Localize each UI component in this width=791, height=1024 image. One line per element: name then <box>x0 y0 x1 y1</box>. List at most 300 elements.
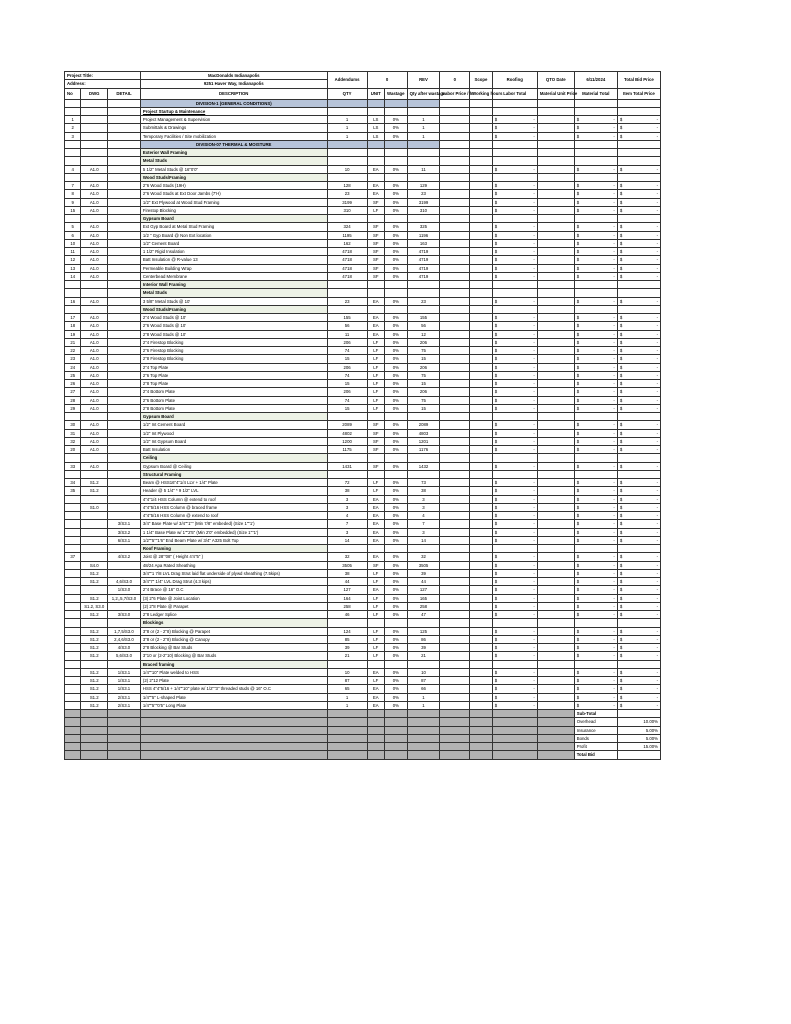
item-total-amount: - <box>656 570 658 576</box>
labor-total-amount: - <box>533 323 535 329</box>
item-qty-after-wastage: 310 <box>407 206 440 214</box>
empty-cell <box>327 660 367 668</box>
item-qty: 85 <box>327 635 367 643</box>
item-qty-after-wastage: 23 <box>407 190 440 198</box>
summary-label: Profit <box>574 743 617 751</box>
material-total-amount: - <box>613 422 615 428</box>
item-material-total <box>574 685 617 693</box>
item-labor-total <box>492 528 537 536</box>
item-qty: 65 <box>327 685 367 693</box>
labor-total-currency: $ <box>494 612 498 618</box>
material-total-currency: $ <box>576 554 580 560</box>
gray-filler-cell <box>81 710 108 718</box>
item-total-price <box>617 272 660 280</box>
labor-total-amount: - <box>533 339 535 345</box>
item-detail <box>108 404 141 412</box>
material-total-currency: $ <box>576 521 580 527</box>
item-total-amount: - <box>656 191 658 197</box>
item-wastage: 0% <box>385 404 408 412</box>
item-labor-total <box>492 206 537 214</box>
item-labor-total <box>492 388 537 396</box>
item-qty: 310 <box>327 206 367 214</box>
empty-cell <box>440 281 470 289</box>
item-material-total <box>574 182 617 190</box>
item-labor-total <box>492 479 537 487</box>
item-total-amount: - <box>656 422 658 428</box>
material-total-amount: - <box>613 496 615 502</box>
labor-total-currency: $ <box>494 273 498 279</box>
item-total-amount: - <box>656 133 658 139</box>
item-material-total <box>574 553 617 561</box>
item-total-currency: $ <box>619 579 623 585</box>
item-qty-after-wastage: 2089 <box>407 421 440 429</box>
material-total-amount: - <box>613 117 615 123</box>
item-detail: 4,6/S3.0 <box>108 578 141 586</box>
item-working-hours <box>470 578 493 586</box>
item-material-unit-price <box>537 528 574 536</box>
item-wastage: 0% <box>385 256 408 264</box>
item-labor-price <box>440 487 470 495</box>
item-qty-after-wastage: 39 <box>407 569 440 577</box>
item-description: Header @ 5 1/4" * 9 1/2" LVL <box>140 487 327 495</box>
empty-cell <box>385 107 408 115</box>
summary-row <box>65 743 661 751</box>
item-total-price <box>617 363 660 371</box>
item-working-hours <box>470 685 493 693</box>
item-unit: SF <box>367 437 384 445</box>
material-total-currency: $ <box>576 587 580 593</box>
item-working-hours <box>470 124 493 132</box>
item-number: 18 <box>65 322 81 330</box>
material-total-amount: - <box>613 191 615 197</box>
line-item-row <box>65 330 661 338</box>
empty-cell <box>407 660 440 668</box>
section-title: Interior Wall Framing <box>140 281 327 289</box>
item-labor-total <box>492 330 537 338</box>
labor-total-currency: $ <box>494 702 498 708</box>
addendum-number: 0 <box>367 72 407 89</box>
item-labor-price <box>440 586 470 594</box>
item-working-hours <box>470 190 493 198</box>
item-total-amount: - <box>656 183 658 189</box>
item-unit: EA <box>367 495 384 503</box>
labor-total-currency: $ <box>494 694 498 700</box>
item-material-total <box>574 528 617 536</box>
item-material-unit-price <box>537 297 574 305</box>
empty-cell <box>407 149 440 157</box>
item-unit: LF <box>367 404 384 412</box>
empty-cell <box>65 545 81 553</box>
empty-cell <box>492 454 537 462</box>
item-qty-after-wastage: 4719 <box>407 272 440 280</box>
gray-filler-cell <box>327 734 367 742</box>
item-material-unit-price <box>537 421 574 429</box>
item-total-amount: - <box>656 678 658 684</box>
empty-cell <box>492 281 537 289</box>
gray-filler-cell <box>440 726 470 734</box>
item-dwg: A1.0 <box>81 248 108 256</box>
empty-cell <box>440 470 470 478</box>
item-wastage: 0% <box>385 347 408 355</box>
item-material-unit-price <box>537 627 574 635</box>
item-labor-price <box>440 685 470 693</box>
item-working-hours <box>470 314 493 322</box>
labor-total-amount: - <box>533 381 535 387</box>
line-item-row <box>65 132 661 140</box>
empty-cell <box>367 470 384 478</box>
item-unit: LF <box>367 627 384 635</box>
item-unit: SF <box>367 561 384 569</box>
item-working-hours <box>470 396 493 404</box>
labor-total-amount: - <box>533 240 535 246</box>
item-material-unit-price <box>537 644 574 652</box>
empty-cell <box>574 545 617 553</box>
item-description: 1/4""5""0'5" Long Plate <box>140 701 327 709</box>
labor-total-amount: - <box>533 257 535 263</box>
gray-filler-cell <box>65 710 81 718</box>
item-unit: SF <box>367 256 384 264</box>
item-dwg: A1.0 <box>81 462 108 470</box>
item-total-amount: - <box>656 496 658 502</box>
gray-filler-cell <box>440 710 470 718</box>
division-fill <box>385 140 408 148</box>
item-labor-total <box>492 314 537 322</box>
labor-total-amount: - <box>533 364 535 370</box>
item-total-currency: $ <box>619 199 623 205</box>
labor-total-currency: $ <box>494 513 498 519</box>
item-labor-price <box>440 297 470 305</box>
item-material-unit-price <box>537 314 574 322</box>
item-total-amount: - <box>656 537 658 543</box>
line-item-row <box>65 487 661 495</box>
item-detail: 1/S3.1 <box>108 668 141 676</box>
section-title: Metal Studs <box>140 157 327 165</box>
item-description: 4"4"5/16 HSS Column @ extend to roof <box>140 512 327 520</box>
item-material-unit-price <box>537 256 574 264</box>
empty-cell <box>367 107 384 115</box>
item-qty-after-wastage: 206 <box>407 388 440 396</box>
item-description: Temporary Facilities / Site mobilization <box>140 132 327 140</box>
item-number <box>65 701 81 709</box>
item-number <box>65 503 81 511</box>
item-labor-total <box>492 635 537 643</box>
item-working-hours <box>470 297 493 305</box>
empty-cell <box>407 289 440 297</box>
item-qty-after-wastage: 4803 <box>407 429 440 437</box>
empty-cell <box>108 289 141 297</box>
item-detail <box>108 231 141 239</box>
labor-total-amount: - <box>533 166 535 172</box>
item-qty-after-wastage: 1432 <box>407 462 440 470</box>
material-total-currency: $ <box>576 199 580 205</box>
material-total-currency: $ <box>576 364 580 370</box>
item-number: 5 <box>65 223 81 231</box>
item-total-price <box>617 586 660 594</box>
material-total-amount: - <box>613 240 615 246</box>
item-unit: LF <box>367 578 384 586</box>
item-material-total <box>574 239 617 247</box>
gray-filler-cell <box>407 710 440 718</box>
empty-cell <box>108 619 141 627</box>
item-material-unit-price <box>537 553 574 561</box>
empty-cell <box>81 173 108 181</box>
labor-total-currency: $ <box>494 595 498 601</box>
item-wastage: 0% <box>385 239 408 247</box>
labor-total-amount: - <box>533 298 535 304</box>
item-total-currency: $ <box>619 570 623 576</box>
item-detail: 3/S3.0 <box>108 611 141 619</box>
labor-total-currency: $ <box>494 133 498 139</box>
empty-cell <box>492 99 537 107</box>
empty-cell <box>385 281 408 289</box>
empty-cell <box>440 454 470 462</box>
item-total-price <box>617 314 660 322</box>
item-number: 14 <box>65 272 81 280</box>
material-total-amount: - <box>613 628 615 634</box>
item-total-amount: - <box>656 612 658 618</box>
item-total-price <box>617 528 660 536</box>
item-description: 1/2""5""1'6" End Beam Plate w/ 3/4" A325 Bolt Top <box>140 536 327 544</box>
item-unit: LF <box>367 479 384 487</box>
gray-filler-cell <box>81 751 108 759</box>
item-qty-after-wastage: 56 <box>407 322 440 330</box>
line-item-row <box>65 569 661 577</box>
item-unit: LF <box>367 355 384 363</box>
item-material-total <box>574 446 617 454</box>
item-description: 1/2" Int Plywood <box>140 429 327 437</box>
empty-cell <box>470 413 493 421</box>
line-item-row <box>65 256 661 264</box>
line-item-row <box>65 594 661 602</box>
gray-filler-cell <box>65 726 81 734</box>
labor-total-currency: $ <box>494 579 498 585</box>
labor-total-currency: $ <box>494 645 498 651</box>
item-number <box>65 611 81 619</box>
item-working-hours <box>470 231 493 239</box>
item-working-hours <box>470 602 493 610</box>
item-working-hours <box>470 355 493 363</box>
item-unit: LS <box>367 124 384 132</box>
line-item-row <box>65 462 661 470</box>
labor-total-amount: - <box>533 678 535 684</box>
item-material-total <box>574 338 617 346</box>
item-total-price <box>617 536 660 544</box>
empty-cell <box>574 107 617 115</box>
line-item-row <box>65 239 661 247</box>
item-labor-total <box>492 347 537 355</box>
gray-filler-cell <box>385 726 408 734</box>
line-item-row <box>65 190 661 198</box>
item-total-amount: - <box>656 521 658 527</box>
item-material-total <box>574 297 617 305</box>
item-material-unit-price <box>537 231 574 239</box>
division-fill <box>327 140 367 148</box>
summary-row <box>65 710 661 718</box>
header-row-title <box>65 72 661 80</box>
item-qty: 3 <box>327 503 367 511</box>
item-working-hours <box>470 132 493 140</box>
item-labor-total <box>492 520 537 528</box>
labor-total-amount: - <box>533 628 535 634</box>
item-detail <box>108 355 141 363</box>
item-unit: LF <box>367 396 384 404</box>
item-unit: EA <box>367 322 384 330</box>
item-working-hours <box>470 380 493 388</box>
item-detail: 4/S3.2 <box>108 553 141 561</box>
item-total-price <box>617 561 660 569</box>
item-qty-after-wastage: 11 <box>407 165 440 173</box>
item-material-unit-price <box>537 701 574 709</box>
material-total-currency: $ <box>576 513 580 519</box>
section-title: Exterior Wall Framing <box>140 149 327 157</box>
item-number: 37 <box>65 553 81 561</box>
item-number: 12 <box>65 256 81 264</box>
item-dwg: S4.0 <box>81 561 108 569</box>
material-total-currency: $ <box>576 117 580 123</box>
empty-cell <box>81 99 108 107</box>
line-item-row <box>65 264 661 272</box>
item-working-hours <box>470 256 493 264</box>
empty-cell <box>574 157 617 165</box>
item-total-amount: - <box>656 438 658 444</box>
material-total-currency: $ <box>576 488 580 494</box>
item-detail <box>108 437 141 445</box>
item-qty-after-wastage: 3505 <box>407 561 440 569</box>
item-material-unit-price <box>537 437 574 445</box>
item-qty: 4718 <box>327 256 367 264</box>
section-header-row <box>65 149 661 157</box>
item-unit: EA <box>367 586 384 594</box>
empty-cell <box>574 470 617 478</box>
item-working-hours <box>470 116 493 124</box>
material-total-currency: $ <box>576 694 580 700</box>
empty-cell <box>367 289 384 297</box>
item-wastage: 0% <box>385 553 408 561</box>
item-qty: 38 <box>327 569 367 577</box>
item-unit: LF <box>367 569 384 577</box>
item-qty-after-wastage: 3 <box>407 495 440 503</box>
gray-filler-cell <box>327 751 367 759</box>
material-total-amount: - <box>613 612 615 618</box>
gray-filler-cell <box>440 734 470 742</box>
item-material-total <box>574 569 617 577</box>
item-number: 30 <box>65 421 81 429</box>
item-qty-after-wastage: 206 <box>407 338 440 346</box>
item-description: 1/2" Int Cement Board <box>140 421 327 429</box>
item-dwg: A1.0 <box>81 256 108 264</box>
empty-cell <box>65 215 81 223</box>
labor-total-amount: - <box>533 570 535 576</box>
item-material-total <box>574 355 617 363</box>
summary-percent <box>617 710 660 718</box>
empty-cell <box>81 454 108 462</box>
line-item-row <box>65 272 661 280</box>
item-qty: 14 <box>327 536 367 544</box>
item-qty-after-wastage: 15 <box>407 380 440 388</box>
item-qty: 1431 <box>327 462 367 470</box>
item-dwg: A1.0 <box>81 206 108 214</box>
item-material-total <box>574 264 617 272</box>
item-total-amount: - <box>656 117 658 123</box>
item-dwg <box>81 124 108 132</box>
item-material-total <box>574 487 617 495</box>
labor-total-currency: $ <box>494 331 498 337</box>
empty-cell <box>470 470 493 478</box>
item-total-currency: $ <box>619 133 623 139</box>
qto-date-label: QTO Date <box>537 72 574 89</box>
item-qty-after-wastage: 75 <box>407 396 440 404</box>
gray-filler-cell <box>440 718 470 726</box>
item-number <box>65 520 81 528</box>
item-labor-price <box>440 578 470 586</box>
empty-cell <box>108 140 141 148</box>
material-total-currency: $ <box>576 372 580 378</box>
item-total-currency: $ <box>619 339 623 345</box>
material-total-currency: $ <box>576 669 580 675</box>
empty-cell <box>492 140 537 148</box>
item-number: 9 <box>65 198 81 206</box>
empty-cell <box>327 281 367 289</box>
item-unit: EA <box>367 528 384 536</box>
labor-total-amount: - <box>533 554 535 560</box>
summary-label: Sub-Total <box>574 710 617 718</box>
item-qty-after-wastage: 3 <box>407 528 440 536</box>
item-labor-total <box>492 371 537 379</box>
item-number: 24 <box>65 363 81 371</box>
item-total-currency: $ <box>619 653 623 659</box>
item-qty: 1 <box>327 132 367 140</box>
item-total-amount: - <box>656 323 658 329</box>
item-detail: 6/S3.1 <box>108 536 141 544</box>
item-dwg: A1.0 <box>81 446 108 454</box>
empty-cell <box>65 454 81 462</box>
item-total-price <box>617 701 660 709</box>
item-total-currency: $ <box>619 331 623 337</box>
material-total-currency: $ <box>576 166 580 172</box>
item-material-total <box>574 611 617 619</box>
item-total-currency: $ <box>619 315 623 321</box>
item-wastage: 0% <box>385 182 408 190</box>
section-title: Wood Studs/Framing <box>140 305 327 313</box>
labor-total-currency: $ <box>494 249 498 255</box>
item-detail <box>108 182 141 190</box>
line-item-row <box>65 322 661 330</box>
item-labor-price <box>440 652 470 660</box>
item-unit: EA <box>367 503 384 511</box>
item-number: 1 <box>65 116 81 124</box>
item-number: 21 <box>65 338 81 346</box>
item-detail <box>108 363 141 371</box>
summary-row <box>65 734 661 742</box>
item-description: 5 1/2" Metal Studs @ 16"0'0" <box>140 165 327 173</box>
item-material-total <box>574 330 617 338</box>
col-dwg: DWG <box>81 88 108 99</box>
gray-filler-cell <box>367 726 384 734</box>
item-number: 31 <box>65 429 81 437</box>
labor-total-currency: $ <box>494 438 498 444</box>
labor-total-currency: $ <box>494 570 498 576</box>
material-total-amount: - <box>613 133 615 139</box>
empty-cell <box>537 281 574 289</box>
item-total-currency: $ <box>619 529 623 535</box>
empty-cell <box>492 107 537 115</box>
item-material-total <box>574 371 617 379</box>
empty-cell <box>470 215 493 223</box>
item-material-total <box>574 388 617 396</box>
labor-total-amount: - <box>533 183 535 189</box>
item-total-currency: $ <box>619 488 623 494</box>
empty-cell <box>492 215 537 223</box>
